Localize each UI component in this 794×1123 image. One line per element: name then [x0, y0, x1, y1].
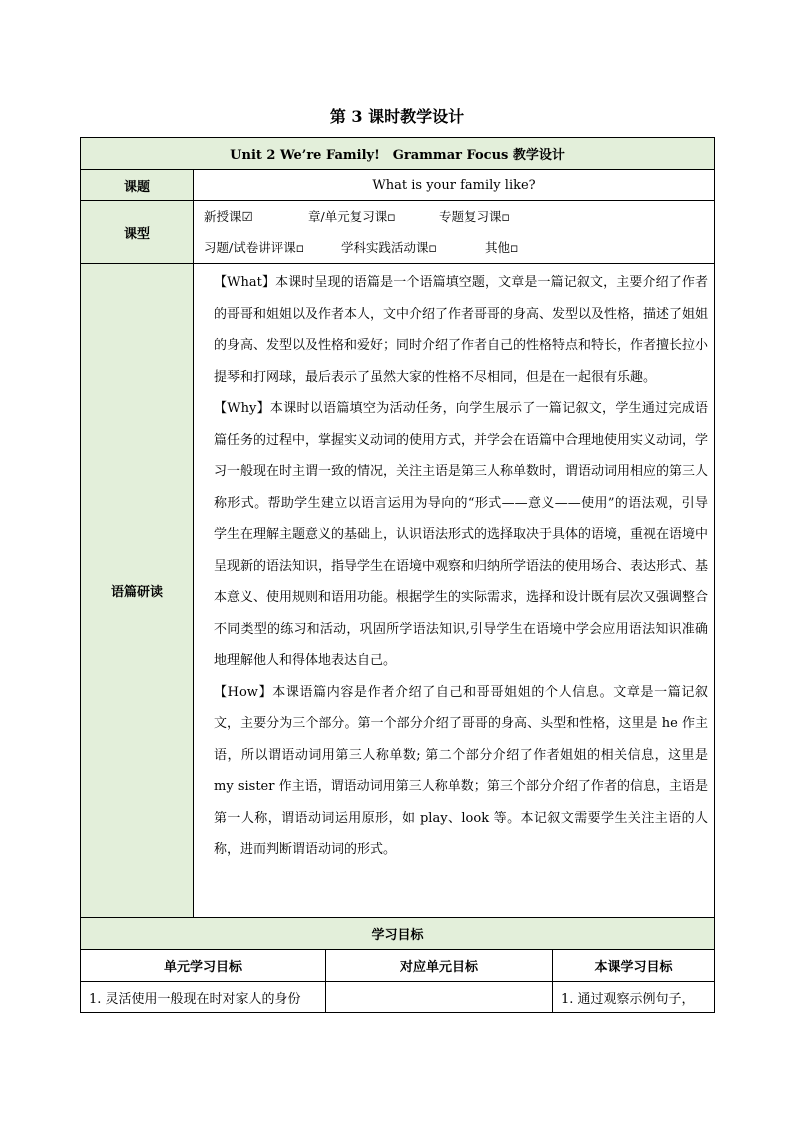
lesson-design-table	[80, 137, 715, 1013]
analysis-what: 【What】本课时呈现的语篇是一个语篇填空题，文章是一篇记叙文，主要介绍了作者的哥哥和姐姐以及作者本人，文中介绍了作者哥哥的身高、发型以及性格，描述了姐姐的身高、发型以及性格和爱好；同时介绍了作者自己的性格特点和特长，作者擅长拉小提琴和打网球，最后表示了虽然大家的性格不尽相同，但是在一起很有乐趣。	[214, 275, 709, 385]
type-option-exercise: 习题/试卷讲评课▫	[204, 240, 305, 255]
topic-value: What is your family like?	[194, 170, 715, 201]
goals-header: 学习目标	[81, 918, 715, 950]
type-option-topic-review: 专题复习课▫	[439, 209, 510, 224]
goal-col-lesson: 本课学习目标	[553, 950, 715, 982]
lesson-type-options	[194, 201, 715, 264]
type-option-other: 其他▫	[485, 240, 519, 255]
lesson-type-line-1	[194, 201, 714, 232]
goal-col-corresponding: 对应单元目标	[326, 950, 553, 982]
goal-corresponding-1	[326, 982, 553, 1013]
goal-unit-1: 1. 灵活使用一般现在时对家人的身份	[81, 982, 326, 1013]
type-option-unit-review: 章/单元复习课▫	[308, 209, 396, 224]
lesson-type-line-2	[194, 232, 714, 263]
type-option-new: 新授课☑	[204, 209, 253, 224]
lesson-type-label: 课型	[81, 201, 194, 264]
text-analysis-label: 语篇研读	[81, 264, 194, 918]
type-option-practice: 学科实践活动课▫	[341, 240, 437, 255]
goal-col-unit: 单元学习目标	[81, 950, 326, 982]
analysis-how: 【How】本课语篇内容是作者介绍了自己和哥哥姐姐的个人信息。文章是一篇记叙文，主要分为三个部分。第一个部分介绍了哥哥的身高、头型和性格，这里是 he 作主语，所以谓语动词用第三人称单数; 第二个部分介绍了作者姐姐的相关信息，这里是 my sister 作主语，谓语动词用第三人称单数；第三个部分介绍了作者的信息，主语是第一人称，谓语动词运用原形，如 play、look 等。本记叙文需要学生关注主语的人称，进而判断谓语动词的形式。	[214, 684, 709, 857]
analysis-why: 【Why】本课时以语篇填空为活动任务，向学生展示了一篇记叙文，学生通过完成语篇任务的过程中，掌握实义动词的使用方式，并学会在语篇中合理地使用实义动词，学习一般现在时主谓一致的情况，关注主语是第三人称单数时，谓语动词用相应的第三人称形式。帮助学生建立以语言运用为导向的“形式——意义——使用”的语法观，引导学生在理解主题意义的基础上，认识语法形式的选择取决于具体的语境，重视在语境中呈现新的语法知识，指导学生在语境中观察和归纳所学语法的使用场合、表达形式、基本意义、使用规则和语用功能。根据学生的实际需求，选择和设计既有层次又强调整合不同类型的练习和活动，巩固所学语法知识,引导学生在语境中学会应用语法知识准确地理解他人和得体地表达自己。	[214, 401, 709, 668]
goal-lesson-1: 1. 通过观察示例句子，	[553, 982, 715, 1013]
page-title: 第 3 课时教学设计	[329, 107, 465, 126]
text-analysis-content	[194, 264, 715, 918]
table-header: Unit 2 We’re Family! Grammar Focus 教学设计	[81, 138, 715, 170]
topic-label: 课题	[81, 170, 194, 201]
